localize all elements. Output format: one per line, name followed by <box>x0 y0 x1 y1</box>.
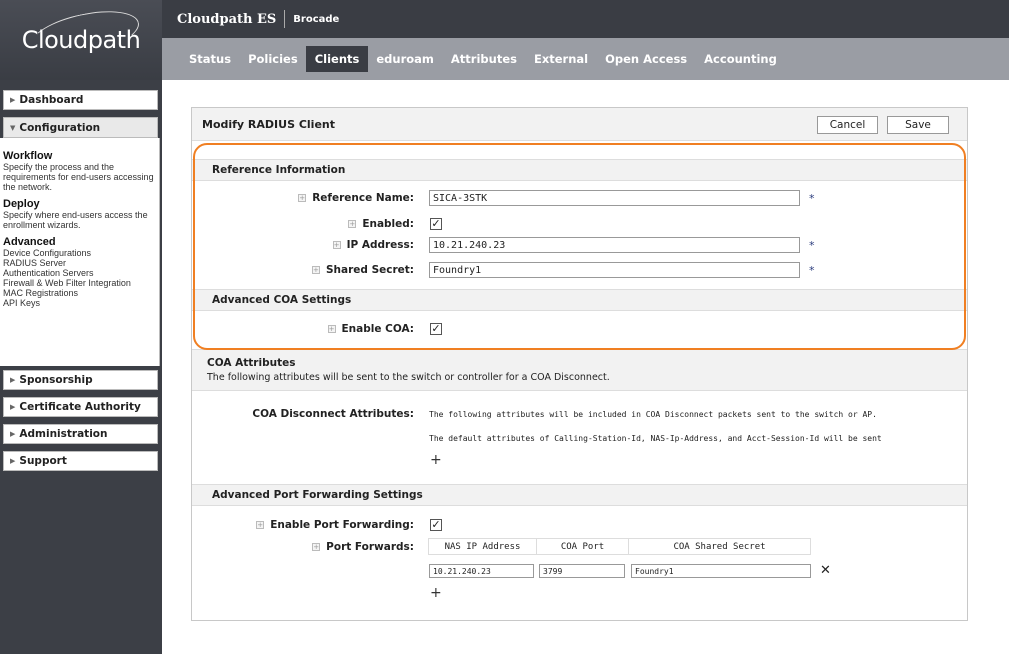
required-asterisk: * <box>809 191 815 205</box>
cancel-button[interactable]: Cancel <box>817 116 878 134</box>
port-forwards-table <box>428 538 811 555</box>
sidebar-item-label: Configuration <box>19 121 101 134</box>
chevron-right-icon: ▶ <box>10 96 16 104</box>
coa-disconnect-text-2: The default attributes of Calling-Station-Id, NAS-Ip-Address, and Acct-Session-Id will be sent <box>429 434 882 443</box>
logo-area <box>0 0 162 80</box>
add-coa-attribute-button[interactable]: + <box>430 452 442 468</box>
sidebar-item-label: Dashboard <box>19 94 84 106</box>
sidebar-item-administration[interactable] <box>3 424 158 444</box>
app-title: Cloudpath ES <box>177 11 277 27</box>
advanced-link-api-keys[interactable]: API Keys <box>3 298 41 308</box>
coa-disconnect-label: COA Disconnect Attributes: <box>252 408 414 420</box>
tab-eduroam[interactable]: eduroam <box>376 52 434 66</box>
enabled-label <box>348 218 414 230</box>
port-forwards-label <box>312 541 414 553</box>
ip-address-row <box>192 236 967 254</box>
sidebar-item-support[interactable] <box>3 451 158 471</box>
coa-port-input[interactable]: 3799 <box>539 564 625 578</box>
chevron-down-icon: ▼ <box>10 123 16 132</box>
shared-secret-label <box>312 264 414 276</box>
sidebar-item-dashboard[interactable] <box>3 90 158 110</box>
label-text: Shared Secret: <box>325 264 414 276</box>
deploy-description: Specify where end-users access the enrollment wizards. <box>3 210 148 230</box>
section-advanced-coa: Advanced COA Settings <box>192 289 967 311</box>
enable-port-forwarding-label <box>256 519 414 531</box>
label-text: Enable COA: <box>341 323 414 335</box>
table-header-row <box>429 539 811 555</box>
chevron-right-icon: ▶ <box>10 403 16 411</box>
advanced-link-firewall[interactable]: Firewall & Web Filter Integration <box>3 278 131 288</box>
sidebar-item-sponsorship[interactable] <box>3 370 158 390</box>
tab-bar <box>162 38 1009 80</box>
column-header-nas-ip: NAS IP Address <box>429 539 537 555</box>
chevron-right-icon: ▶ <box>10 430 16 438</box>
main-panel <box>191 107 968 621</box>
tab-open-access[interactable]: Open Access <box>605 52 688 66</box>
tab-accounting[interactable]: Accounting <box>704 52 777 66</box>
vendor-name: Brocade <box>293 13 340 25</box>
ip-address-label <box>333 239 414 251</box>
workflow-description: Specify the process and the requirements for end-users accessing the network. <box>3 162 154 192</box>
title-separator <box>284 10 285 28</box>
label-text: Enable Port Forwarding: <box>270 519 414 531</box>
expand-icon[interactable]: + <box>313 543 320 551</box>
required-asterisk: * <box>809 263 815 277</box>
sidebar-item-label: Certificate Authority <box>19 401 141 413</box>
label-text: IP Address: <box>346 239 414 251</box>
enable-coa-checkbox[interactable]: ✓ <box>431 322 441 335</box>
coa-secret-input[interactable]: Foundry1 <box>631 564 811 578</box>
advanced-link-authentication-servers[interactable]: Authentication Servers <box>3 268 94 278</box>
expand-icon[interactable]: + <box>299 194 306 202</box>
enable-port-forwarding-row <box>192 516 967 534</box>
label-text: Enabled: <box>362 218 414 230</box>
expand-icon[interactable]: + <box>328 325 335 333</box>
expand-icon[interactable]: + <box>349 220 356 228</box>
tab-attributes[interactable]: Attributes <box>450 52 517 66</box>
sidebar-item-label: Administration <box>19 428 108 440</box>
shared-secret-input[interactable]: Foundry1 <box>429 262 800 278</box>
add-port-forward-button[interactable]: + <box>430 585 442 601</box>
enabled-checkbox[interactable]: ✓ <box>431 217 441 230</box>
tab-status[interactable]: Status <box>189 52 232 66</box>
page-title: Modify RADIUS Client <box>202 117 335 131</box>
reference-name-label <box>298 192 414 204</box>
deploy-link[interactable]: Deploy <box>3 198 40 210</box>
column-header-coa-secret: COA Shared Secret <box>629 539 811 555</box>
sidebar-item-label: Sponsorship <box>19 374 93 386</box>
chevron-right-icon: ▶ <box>10 376 16 384</box>
tab-clients[interactable]: Clients <box>306 46 369 72</box>
close-icon[interactable]: ✕ <box>820 563 831 578</box>
advanced-title: Advanced <box>3 236 56 248</box>
coa-attributes-description: The following attributes will be sent to the switch or controller for a COA Disconnect. <box>207 372 610 383</box>
enable-coa-row <box>192 320 967 338</box>
save-button[interactable]: Save <box>887 116 949 134</box>
sidebar-item-configuration[interactable] <box>3 117 158 138</box>
coa-attributes-section <box>192 349 967 391</box>
coa-attributes-heading: COA Attributes <box>207 357 296 369</box>
label-text: Port Forwards: <box>326 541 414 553</box>
enabled-row <box>192 215 967 233</box>
sidebar-item-label: Support <box>19 455 67 467</box>
advanced-link-radius-server[interactable]: RADIUS Server <box>3 258 67 268</box>
section-port-forwarding: Advanced Port Forwarding Settings <box>192 484 967 506</box>
chevron-right-icon: ▶ <box>10 457 16 465</box>
top-bar <box>162 0 1009 38</box>
reference-name-row <box>192 189 967 207</box>
coa-disconnect-row <box>192 405 967 423</box>
advanced-link-mac-registrations[interactable]: MAC Registrations <box>3 288 79 298</box>
expand-icon[interactable]: + <box>333 241 340 249</box>
advanced-link-device-configurations[interactable]: Device Configurations <box>3 248 92 258</box>
expand-icon[interactable]: + <box>313 266 319 274</box>
expand-icon[interactable]: + <box>257 521 264 529</box>
enable-coa-label <box>328 323 415 335</box>
configuration-panel <box>0 138 160 366</box>
sidebar-item-certificate-authority[interactable] <box>3 397 158 417</box>
tab-policies[interactable]: Policies <box>248 52 298 66</box>
nas-ip-input[interactable]: 10.21.240.23 <box>429 564 534 578</box>
column-header-coa-port: COA Port <box>537 539 629 555</box>
reference-name-input[interactable]: SICA-3STK <box>429 190 800 206</box>
coa-disconnect-text-1: The following attributes will be included in COA Disconnect packets sent to the switch or AP. <box>429 409 877 419</box>
tab-external[interactable]: External <box>533 52 589 66</box>
logo: Cloudpath <box>21 26 141 54</box>
workflow-link[interactable]: Workflow <box>3 150 53 162</box>
enable-port-forwarding-checkbox[interactable]: ✓ <box>431 518 441 531</box>
required-asterisk: * <box>809 238 815 252</box>
shared-secret-row <box>192 261 967 279</box>
ip-address-input[interactable]: 10.21.240.23 <box>429 237 800 253</box>
label-text: Reference Name: <box>312 192 414 204</box>
section-reference-information: Reference Information <box>192 159 967 181</box>
